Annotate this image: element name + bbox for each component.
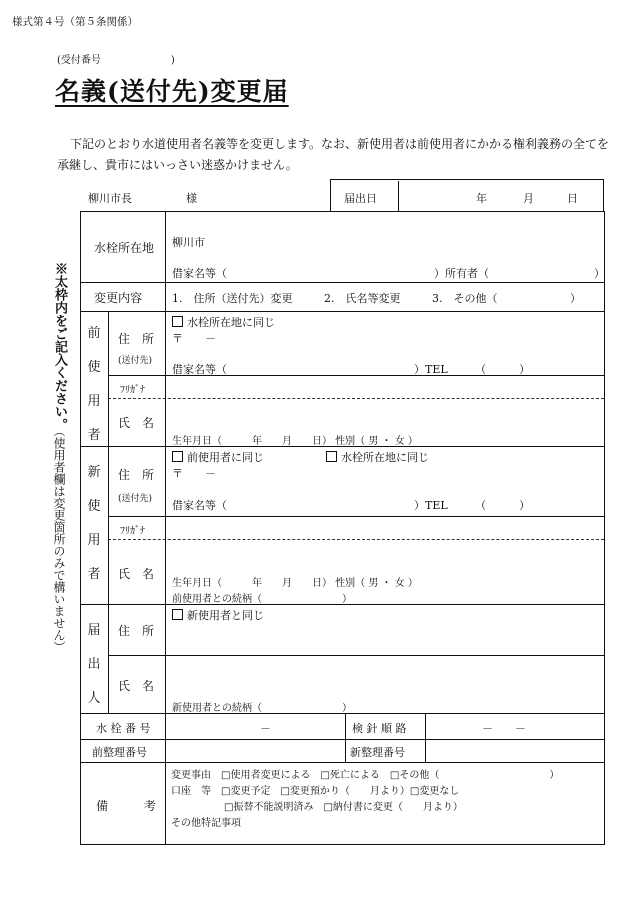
side-note — [46, 262, 66, 653]
date-month[interactable]: 月 — [523, 192, 534, 205]
lower-col-line — [165, 714, 166, 845]
remarks-transfer[interactable]: □振替不能説明済み □納付書に変更（ 月より） — [224, 802, 463, 813]
new-birth[interactable]: 生年月日（ 年 月 日） 性別（ 男 ・ 女 ） — [172, 578, 418, 589]
change-close: ） — [570, 292, 581, 305]
applicant-same-new-label: 新使用者と同じ — [187, 609, 264, 622]
new-user-group-label: 新使用者 — [87, 465, 101, 582]
lower-col-line — [345, 714, 346, 762]
prev-same-location-label: 水栓所在地に同じ — [187, 316, 275, 329]
date-day[interactable]: 日 — [567, 192, 578, 205]
new-relation[interactable]: 前使用者との続柄（ ） — [172, 594, 352, 605]
row-line — [80, 762, 605, 763]
location-city: 柳川市 — [172, 236, 205, 249]
mayor-label: 柳川市長 — [88, 192, 132, 205]
applicant-name-label: 氏 名 — [118, 679, 155, 693]
applicant-relation[interactable]: 新使用者との続柄（ ） — [172, 703, 352, 714]
meter-no-value[interactable]: － — [260, 722, 271, 735]
intro-text: 下記のとおり水道使用者名義等を変更します。なお、新使用者は前使用者にかかる権利義務の全てを承継し、貴市にはいっさい迷惑かけません。 — [57, 137, 610, 172]
form-number: 様式第４号（第５条関係） — [12, 16, 138, 28]
prev-same-location-checkbox[interactable] — [172, 314, 275, 330]
prev-furigana-label: ﾌﾘｶﾞﾅ — [120, 385, 145, 396]
remarks-label: 備 考 — [96, 799, 157, 813]
row-line — [80, 739, 605, 740]
sama-label: 様 — [186, 192, 197, 205]
prev-postal[interactable]: 〒 － — [172, 332, 216, 345]
prev-address-sub: (送付先) — [118, 356, 153, 366]
side-note-main: ※太枠内をご記入ください。 — [52, 262, 67, 431]
applicant-same-new-checkbox[interactable] — [172, 607, 264, 623]
furigana-line — [108, 539, 604, 540]
remarks-change-reason[interactable]: 変更事由 □使用者変更による □死亡による □その他（ ） — [171, 770, 560, 781]
change-option-1[interactable]: 1. 住所（送付先）変更 — [172, 292, 293, 305]
row-line — [108, 516, 604, 517]
checkbox[interactable] — [172, 609, 183, 620]
row-line — [81, 311, 604, 312]
new-tel[interactable]: ）TEL （ ） — [414, 499, 531, 512]
checkbox[interactable] — [326, 451, 337, 462]
prev-ref-label: 前整理番号 — [92, 746, 147, 759]
label-col-line — [165, 212, 166, 713]
prev-tel[interactable]: ）TEL （ ） — [414, 363, 531, 376]
receipt-number: (受付番号 ) — [57, 55, 175, 66]
row-line — [81, 282, 604, 283]
furigana-line — [108, 398, 604, 399]
row-line — [108, 655, 604, 656]
lower-col-line — [425, 714, 426, 762]
change-option-2[interactable]: 2. 氏名等変更 — [324, 292, 401, 305]
checkbox[interactable] — [172, 316, 183, 327]
reading-route-label: 検 針 順 路 — [352, 722, 407, 735]
new-landlord[interactable]: 借家名等（ — [172, 499, 227, 512]
meter-no-label: 水 栓 番 号 — [96, 722, 151, 735]
reading-route-value[interactable]: － － — [482, 722, 526, 735]
new-furigana-label: ﾌﾘｶﾞﾅ — [120, 526, 145, 537]
side-note-sub: （使用者欄は変更箇所のみで構いません） — [52, 431, 66, 653]
location-landlord[interactable]: 借家名等（ — [172, 267, 227, 280]
new-address-sub: (送付先) — [118, 494, 153, 504]
new-address-label: 住 所 — [118, 468, 155, 482]
location-close: ） — [594, 267, 605, 280]
applicant-group-label: 届出人 — [87, 623, 101, 706]
prev-user-group-label: 前使用者 — [87, 326, 101, 443]
new-same-prev-checkbox[interactable] — [172, 449, 264, 465]
date-divider — [398, 181, 399, 211]
date-label: 届出日 — [344, 192, 377, 205]
date-year[interactable]: 年 — [476, 192, 487, 205]
remarks-account[interactable]: 口座 等 □変更予定 □変更預かり（ 月より）□変更なし — [171, 786, 460, 797]
new-same-prev-label: 前使用者に同じ — [187, 451, 264, 464]
new-same-location-label: 水栓所在地に同じ — [341, 451, 429, 464]
prev-address-label: 住 所 — [118, 332, 155, 346]
location-label: 水栓所在地 — [94, 241, 155, 255]
new-name-label: 氏 名 — [118, 567, 155, 581]
applicant-address-label: 住 所 — [118, 624, 155, 638]
checkbox[interactable] — [172, 451, 183, 462]
remarks-other[interactable]: その他特記事項 — [171, 818, 241, 829]
prev-landlord[interactable]: 借家名等（ — [172, 363, 227, 376]
change-option-3[interactable]: 3. その他（ — [432, 292, 498, 305]
change-label: 変更内容 — [94, 291, 143, 305]
group-col-line — [108, 312, 109, 713]
page-title: 名義(送付先)変更届 — [55, 77, 289, 106]
prev-name-label: 氏 名 — [118, 416, 155, 430]
new-postal[interactable]: 〒 － — [172, 467, 216, 480]
location-owner[interactable]: ）所有者（ — [434, 267, 489, 280]
prev-birth[interactable]: 生年月日（ 年 月 日） 性別（ 男 ・ 女 ） — [172, 436, 418, 447]
new-ref-label: 新整理番号 — [350, 746, 405, 759]
new-same-location-checkbox[interactable] — [326, 449, 429, 465]
